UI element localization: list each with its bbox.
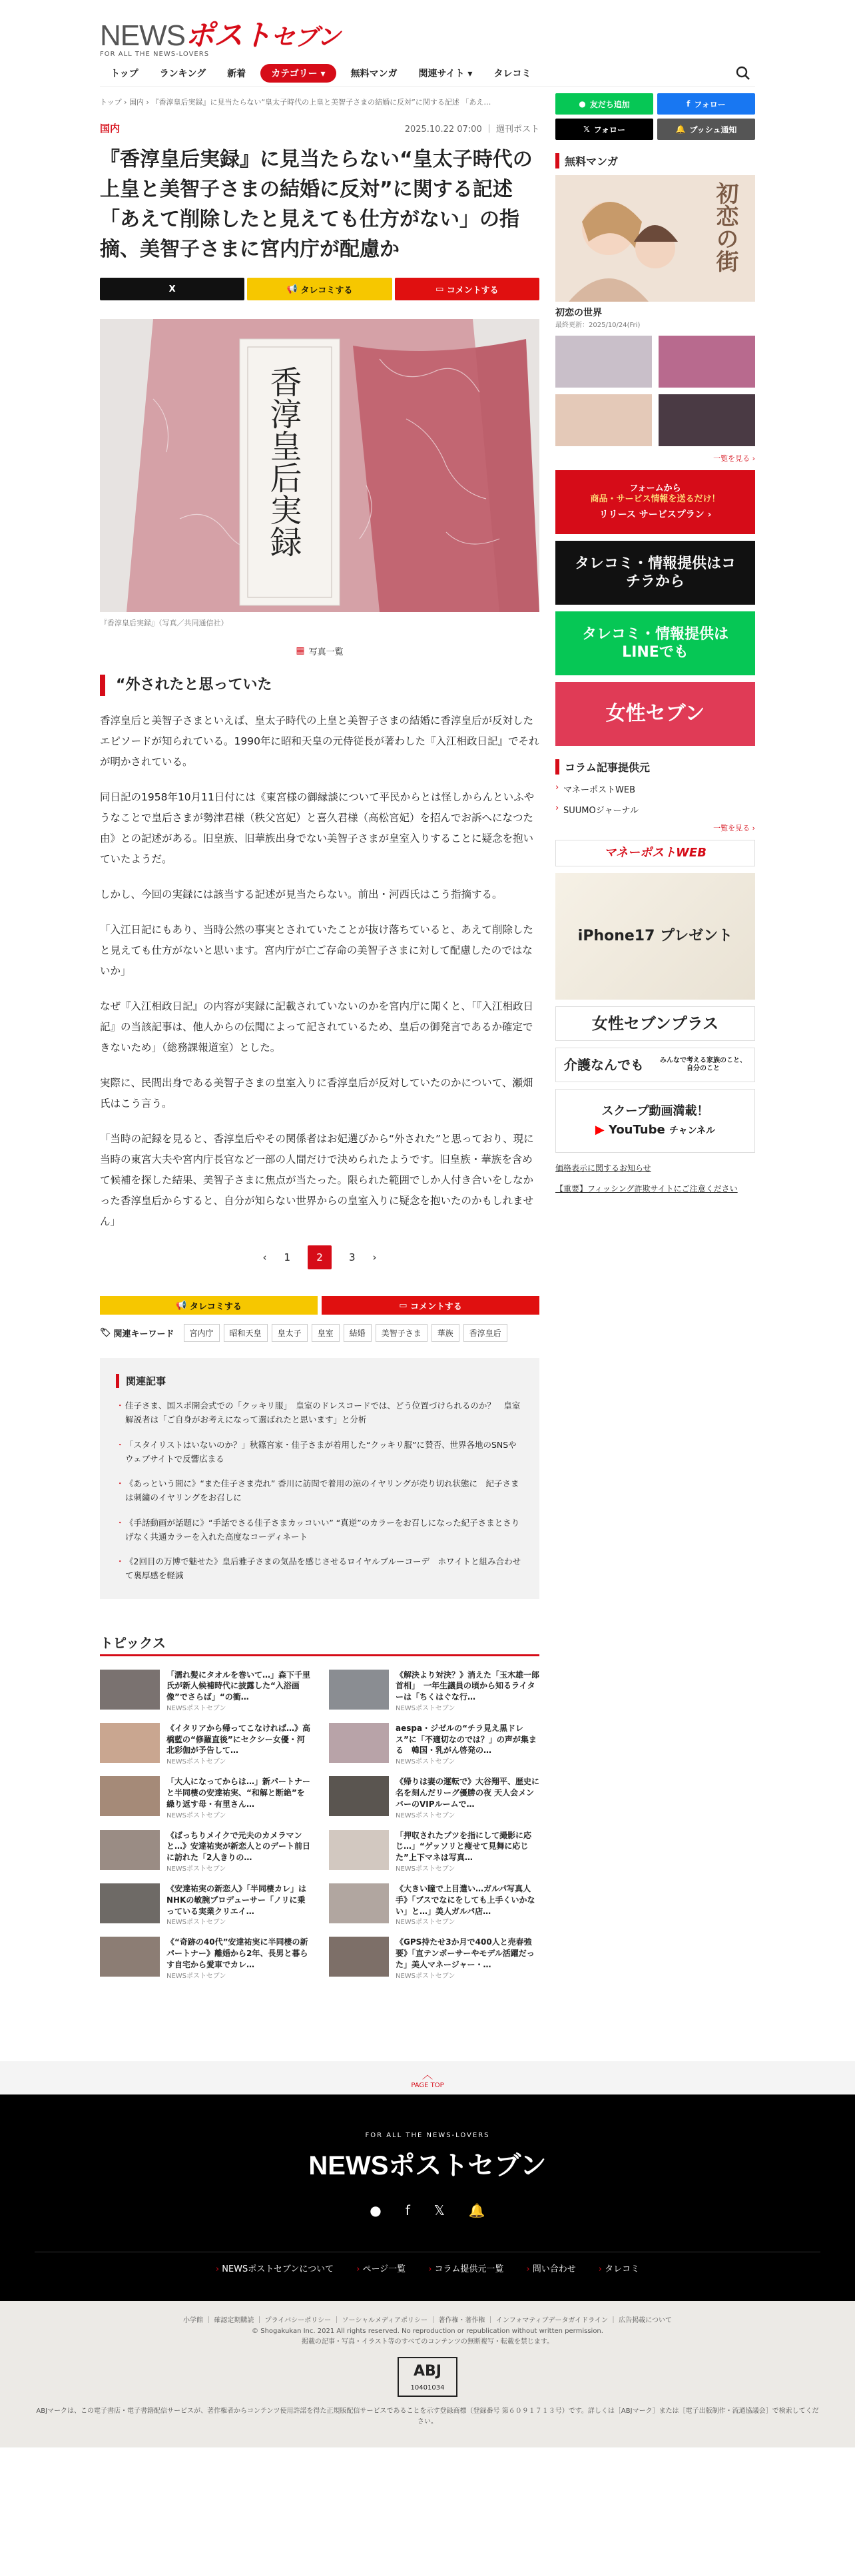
related-title: 関連記事 (116, 1374, 523, 1388)
share-x-button[interactable] (100, 278, 244, 300)
topic-title: 《安達祐実の新恋人》「半同棲カレ」はNHKの敏腕プロデューサー「ノリに乗っている実業クリエイ… (166, 1884, 307, 1916)
reprint-notice: 掲載の記事・写真・イラスト等のすべてのコンテンツの無断複写・転載を禁じます。 (301, 2338, 554, 2346)
nav-ranking[interactable]: ランキング (159, 68, 206, 79)
topic-title: 《帰りは妻の運転で》大谷翔平、歴史に名を刻んだリーグ優勝の夜 天人会メンバーのVIPルームで… (396, 1777, 540, 1809)
global-nav (100, 60, 755, 87)
related-item[interactable]: ・ 佳子さま、国スポ開会式での「クッキリ服」 皇室のドレスコードでは、どう位置づけられるのか？ 皇室解説者は「ご自身がお考えになって選ばれたと思います」と分析 (116, 1399, 523, 1427)
x-follow-label: フォロー (593, 125, 626, 135)
site-footer (0, 2094, 855, 2301)
topic-thumbnail (100, 1937, 160, 1977)
release-line-1: フォームから (629, 483, 681, 493)
comment-icon: ▭ (435, 284, 447, 294)
grid-icon: ▦ (296, 645, 305, 656)
manga-title[interactable]: 初恋の世界 (555, 308, 602, 318)
topic-title: 《解決より対決？》消えた「玉木雄一郎首相」 一年生議員の頃から知るライターは「ちくはぐな行… (396, 1670, 540, 1702)
topic-item[interactable] (329, 1776, 539, 1820)
article-meta: 国内 2025.10.22 07:00 ｜ 週刊ポスト (100, 123, 539, 135)
money-post-logo: マネーポストWEB (604, 845, 707, 860)
pager-page-2[interactable]: 2 (308, 1245, 332, 1269)
x-follow-button[interactable] (555, 119, 653, 140)
youtube-channel: チャンネル (669, 1126, 716, 1136)
josei-banner-text: 女性セブン (605, 702, 705, 726)
topic-item[interactable] (329, 1670, 539, 1714)
topic-thumbnail (100, 1776, 160, 1816)
tarekomi-button[interactable] (247, 278, 392, 300)
site-logo[interactable] (100, 21, 340, 51)
keyword-tag[interactable]: 結婚 (344, 1324, 372, 1342)
footer-link[interactable]: › NEWSポストセブンについて (216, 2262, 334, 2274)
nav-new[interactable]: 新着 (227, 68, 246, 79)
phishing-notice-link[interactable]: 【重要】フィッシング詐欺サイトにご注意ください (555, 1184, 738, 1193)
line-follow-label: 友だち追加 (589, 99, 630, 109)
site-tagline: FOR ALL THE NEWS-LOVERS (100, 51, 210, 58)
comment-button[interactable] (395, 278, 539, 300)
nav-related-sites[interactable]: 関連サイト ▾ (418, 68, 473, 79)
pagination (100, 1245, 539, 1269)
topics-section (100, 1632, 539, 1981)
line-icon[interactable]: ● (370, 2202, 382, 2218)
youtube-logo (595, 1123, 715, 1138)
article-column (100, 93, 539, 1981)
keyword-tag[interactable]: 美智子さま (376, 1324, 428, 1342)
article-source: 週刊ポスト (495, 125, 539, 135)
bell-icon: 🔔 (675, 125, 686, 134)
manga-thumb[interactable] (555, 394, 652, 446)
topic-source: NEWSポストセブン (166, 1811, 226, 1819)
topic-title: 《ばっちりメイクで元夫のカメラマンと…》安達祐実が新恋人とのデート前日に訪れた「2人きりの… (166, 1830, 311, 1863)
josei-seven-banner[interactable] (555, 682, 755, 746)
topic-thumbnail (329, 1670, 389, 1710)
manga-hero-image[interactable] (555, 175, 755, 302)
megaphone-icon: 📢 (286, 284, 301, 294)
keyword-tag[interactable]: 皇室 (312, 1324, 340, 1342)
josei-plus-banner[interactable] (555, 1006, 755, 1041)
tag-icon: 🏷 (100, 1328, 111, 1338)
money-post-banner[interactable] (555, 840, 755, 866)
column-link[interactable]: › SUUMOジャーナル (555, 803, 755, 816)
topic-thumbnail (329, 1776, 389, 1816)
topic-item[interactable] (329, 1883, 539, 1927)
line-icon: ● (579, 99, 586, 109)
pager-prev[interactable]: ‹ (262, 1251, 267, 1263)
footer-link[interactable]: › ページ一覧 (356, 2262, 406, 2274)
topic-source: NEWSポストセブン (396, 1758, 455, 1766)
x-icon: X (168, 284, 176, 294)
line-banner[interactable] (555, 611, 755, 675)
youtube-label: YouTube (608, 1123, 665, 1137)
push-label: プッシュ通知 (689, 125, 737, 135)
comment-icon: ▭ (399, 1300, 411, 1311)
page-top-button[interactable] (0, 2061, 855, 2094)
keyword-label (100, 1327, 174, 1339)
manga-thumb[interactable] (659, 394, 755, 446)
article-paragraph: しかし、今回の実録には該当する記述が見当たらない。前出・河西氏はこう指摘する。 (100, 888, 503, 900)
article-paragraph: 香淳皇后と美智子さまといえば、皇太子時代の上皇と美智子さまの結婚に香淳皇后が反対したエピソードが知られている。1990年に昭和天皇の元侍従長が著わした『入江相政日記』でそれが明かされている。 (100, 715, 539, 768)
topic-thumbnail (329, 1830, 389, 1870)
column-source-list (555, 783, 755, 816)
topic-thumbnail (329, 1723, 389, 1763)
release-line-3: リリース サービスプラン › (599, 509, 712, 520)
bell-icon[interactable]: 🔔 (468, 2202, 485, 2218)
topic-title: 《大きい瞳で上目遣い…ガルパ写真人手》「ブスでなにをしても上手くいかない」と…」美人ガルパ店… (396, 1884, 535, 1916)
related-item[interactable]: ・ 《あっという間に》“また佳子さま売れ” 香川に訪問で着用の涼のイヤリングが売り切れ状態に 紀子さまは刺繍のイヤリングをお召しに (116, 1476, 523, 1505)
logo-post: ポスト (185, 19, 271, 52)
megaphone-icon: 📢 (176, 1300, 190, 1311)
chevron-up-icon: ︿ (422, 2068, 433, 2081)
article-paragraph: 同日記の1958年10月11日付には《東宮様の御縁談について平民からとは怪しからんといふやうなことで皇后さまが勢津君様（秩父宮妃）と喜久君様（高松宮妃）を招んでお訴へになつた由》との記述がある。旧皇族、旧華族出身でない美智子さまが皇室入りすることに疑念を抱いていたようだ。 (100, 791, 535, 865)
topic-thumbnail (100, 1883, 160, 1923)
facebook-icon[interactable]: f (405, 2202, 410, 2218)
topic-item[interactable] (329, 1723, 539, 1767)
youtube-banner[interactable] (555, 1089, 755, 1153)
logo-news: NEWS (100, 19, 185, 52)
breadcrumb[interactable]: トップ › 国内 › 『香淳皇后実録』に見当たらない“皇太子時代の上皇と美智子さまの結婚に反対”に関する記述 「あえ… (100, 98, 491, 107)
topic-item[interactable] (100, 1883, 310, 1927)
topic-title: 「濡れ髪にタオルを巻いて…」森下千里氏が新人候補時代に披露した“入浴画像”でさらば」“の衝… (166, 1670, 311, 1702)
book-title-text: 香淳皇后実録 (264, 366, 302, 557)
topic-title: 《イタリアから帰ってこなければ…》高橋藍の“修羅直後”にセクシー女優・河北彩伽が予告して… (166, 1723, 311, 1756)
nav-manga[interactable]: 無料マンガ (350, 68, 398, 79)
tarekomi-banner-text: タレコミ・情報提供はコチラから (574, 555, 736, 590)
manga-thumb[interactable] (555, 336, 652, 388)
article-date: 2025.10.22 07:00 (404, 125, 482, 135)
topic-title: aespa・ジゼルの“チラ見え黒ドレス”に「不適切なのでは？」の声が集まる 韓国・乳がん啓発の… (396, 1723, 537, 1756)
keyword-label-text: 関連キーワード (113, 1329, 174, 1339)
topic-source: NEWSポストセブン (166, 1704, 226, 1712)
topic-title: 《“奇跡の40代”安達祐実に半同棲の新パートナー》離婚から2年、長男と暮らす自宅から愛車でカレ… (166, 1937, 308, 1970)
topic-item[interactable] (329, 1830, 539, 1874)
follow-row-2 (555, 119, 755, 140)
topic-title: 「押収されたブツを指にして撮影に応じ…」“ゲッソリと痩せて見舞に応じた”上下マネは写真… (396, 1830, 532, 1863)
abj-note: ABJマークは、この電子書店・電子書籍配信サービスが、著作権者からコンテンツ使用許諾を得た正規版配信サービスであることを示す登録商標（登録番号 第６０９１７１３号）です。詳しくは［ABJマーク］または［電子出版制作・流通協議会］で検索してください。 (36, 2407, 819, 2425)
price-notice-link[interactable]: 価格表示に関するお知らせ (555, 1163, 651, 1173)
topic-thumbnail (100, 1830, 160, 1870)
keyword-list (100, 1324, 539, 1342)
image-caption: 『香淳皇后実録』（写真／共同通信社） (100, 619, 228, 627)
keyword-tag[interactable]: 昭和天皇 (224, 1324, 268, 1342)
sidebar (555, 93, 755, 1981)
nav-tarekomi[interactable]: タレコミ (493, 68, 531, 79)
kaigo-sub: みんなで考える家族のこと、自分のこと (660, 1056, 746, 1072)
tarekomi-button-bottom[interactable] (100, 1296, 318, 1315)
topic-title: 「大人になってからは…」新パートナーと半同棲の安達祐実、“和解と断絶”を繰り返す母・有里さん… (166, 1777, 311, 1809)
footer-link[interactable]: › コラム提供元一覧 (428, 2262, 503, 2274)
topic-thumbnail (100, 1670, 160, 1710)
x-icon[interactable]: 𝕏 (433, 2202, 445, 2218)
article-main-image[interactable] (100, 319, 539, 612)
topic-source: NEWSポストセブン (396, 1919, 455, 1927)
legal-links[interactable]: 小学館 ｜ 確認定期購読 ｜ プライバシーポリシー ｜ ソーシャルメディアポリシー ｜ 著作権・著作権 ｜ インフォマティブデータガイドライン ｜ 広告掲載について (182, 2316, 673, 2324)
photo-list-label: 写真一覧 (308, 647, 344, 657)
nav-category[interactable]: カテゴリー ▾ (260, 64, 336, 83)
iphone-ad-text: iPhone17 プレゼント (577, 928, 733, 945)
article-paragraph: なぜ『入江相政日記』の内容が実録に記載されていないのかを宮内庁に聞くと、「『入江相政日記』の当該記事は、他人からの伝聞によって記されているため、皇后の御発言であるか確定できないため」（総務課報道室）とした。 (100, 1000, 534, 1054)
comment-label: コメントする (410, 1301, 462, 1312)
abj-number: 10401034 (410, 2384, 445, 2392)
topic-item[interactable] (329, 1937, 539, 1981)
kaigo-banner[interactable] (555, 1048, 755, 1082)
follow-row-1 (555, 93, 755, 115)
nav-top[interactable]: トップ (111, 68, 139, 79)
topic-thumbnail (329, 1883, 389, 1923)
article-title: 『香淳皇后実録』に見当たらない“皇太子時代の上皇と美智子さまの結婚に反対”に関する記述 「あえて削除したと見えても仕方がない」の指摘、美智子さまに宮内庁が配慮か (100, 148, 533, 261)
pager-next[interactable]: › (372, 1251, 377, 1263)
topic-source: NEWSポストセブン (166, 1919, 226, 1927)
copyright: © Shogakukan Inc. 2021 All rights reserved. No reproduction or republication without written permission. (252, 2327, 603, 2335)
x-icon: 𝕏 (583, 125, 590, 134)
facebook-follow-label: フォロー (694, 99, 726, 109)
footer-logo[interactable]: NEWSポストセブン (308, 2150, 547, 2180)
column-link[interactable]: › マネーポストWEB (555, 783, 755, 795)
release-line-2: 商品・サービス情報を送るだけ！ (590, 494, 720, 505)
manga-hero-title: 初恋の街 (712, 182, 738, 272)
keyword-tag[interactable]: 華族 (431, 1324, 459, 1342)
footer-link[interactable]: › タレコミ (599, 2262, 639, 2274)
article-paragraph: 実際に、民間出身である美智子さまの皇室入りに香淳皇后が反対していたのかについて、瀬畑氏はこう言う。 (100, 1077, 533, 1110)
topic-source: NEWSポストセブン (166, 1972, 226, 1980)
comment-label: コメントする (446, 285, 499, 296)
page-top-label: PAGE TOP (411, 2081, 444, 2089)
related-item[interactable]: ・ 「スタイリストはいないのか？」秋篠宮家・佳子さまが着用した“クッキリ服”に賛否、世界各地のSNSやウェブサイトで反響広まる (116, 1438, 523, 1466)
line-follow-button[interactable] (555, 93, 653, 115)
topic-source: NEWSポストセブン (396, 1704, 455, 1712)
column-heading: コラム記事提供元 (555, 759, 755, 775)
iphone-ad-banner[interactable] (555, 873, 755, 1000)
topic-source: NEWSポストセブン (166, 1758, 226, 1766)
tarekomi-label: タレコミする (189, 1301, 242, 1312)
topic-source: NEWSポストセブン (396, 1972, 455, 1980)
topic-title: 《GPS持たせ3か月で400人と売春強要》「直テンポーサーやモデル活躍だった」美人マネージャー・… (396, 1937, 535, 1970)
manga-more-link[interactable]: 一覧を見る › (713, 454, 755, 463)
article-paragraph: 「当時の記録を見ると、香淳皇后やその関係者はお妃選びから“外された”と思っており、現に当時の東宮大夫や宮内庁長官など一部の人間だけで決められたようです。旧皇族・華族を含めて候補を探した結果、美智子さまに焦点が当たった。限られた範囲でしか人付き合いをしなかった香淳皇后からすると、自分が知らない世界からの皇室入りに疑念を抱いたのかもしれません」 (100, 1133, 534, 1227)
release-service-banner[interactable] (555, 470, 755, 534)
topic-item[interactable] (100, 1670, 310, 1714)
share-bar (100, 278, 539, 300)
article-paragraph: 「入江日記にもあり、当時公然の事実とされていたことが抜け落ちていると、あえて削除したと見えても仕方がないと思います。宮内庁が亡ご存命の美智子さまに対して配慮したのではないか」 (100, 924, 533, 977)
manga-grid (555, 336, 755, 446)
logo-seven: セブン (271, 23, 340, 51)
book-photo (100, 319, 539, 612)
topic-source: NEWSポストセブン (166, 1865, 226, 1873)
line-banner-text: タレコミ・情報提供はLINEでも (581, 625, 728, 661)
topic-thumbnail (100, 1723, 160, 1763)
topic-source: NEWSポストセブン (396, 1865, 455, 1873)
footer-nav (35, 2252, 820, 2274)
topic-thumbnail (329, 1937, 389, 1977)
comment-button-bottom[interactable] (322, 1296, 539, 1315)
search-icon[interactable] (735, 65, 751, 81)
youtube-icon: ▶ (595, 1123, 605, 1137)
topic-item[interactable] (100, 1830, 310, 1874)
keyword-tag[interactable]: 皇太子 (272, 1324, 308, 1342)
footer-tagline: FOR ALL THE NEWS-LOVERS (365, 2131, 490, 2139)
manga-heading: 無料マンガ (555, 153, 755, 168)
photo-list-button[interactable] (283, 641, 356, 660)
section-heading: “外されたと思っていた (100, 675, 539, 696)
article-category[interactable]: 国内 (100, 123, 121, 135)
push-notify-button[interactable] (657, 119, 755, 140)
related-articles (100, 1358, 539, 1599)
abj-label: ABJ (414, 2363, 441, 2380)
topic-item[interactable] (100, 1723, 310, 1767)
topic-item[interactable] (100, 1776, 310, 1820)
topic-source: NEWSポストセブン (396, 1811, 455, 1819)
kaigo-text: 介護なんでも (564, 1056, 644, 1073)
abj-mark (398, 2357, 457, 2397)
josei-plus-text: 女性セブンプラス (591, 1014, 719, 1033)
site-header (100, 0, 755, 60)
topic-item[interactable] (100, 1937, 310, 1981)
pager-page-3[interactable]: 3 (349, 1251, 356, 1263)
keyword-tag[interactable]: 宮内庁 (184, 1324, 220, 1342)
facebook-icon: f (687, 99, 691, 109)
facebook-follow-button[interactable] (657, 93, 755, 115)
topics-title: トピックス (100, 1632, 539, 1656)
footer-legal (0, 2301, 855, 2447)
manga-date: 最終更新：2025/10/24(Fri) (555, 322, 641, 329)
youtube-line-1: スクープ動画満載！ (601, 1104, 709, 1118)
footer-social (0, 2202, 855, 2218)
related-item[interactable]: ・ 《手話動画が話題に》“手話でさる佳子さまカッコいい” “真逆”のカラーをお召しになった紀子さまとさりげなく共通カラーを入れた高度なコーディネート (116, 1516, 523, 1544)
tarekomi-label: タレコミする (300, 285, 353, 296)
keyword-tag[interactable]: 香淳皇后 (463, 1324, 507, 1342)
share-bar-bottom (100, 1296, 539, 1315)
related-item[interactable]: ・ 《2回目の万博で魅せた》皇后雅子さまの気品を感じさせるロイヤルブルーコーデ ホワイトと組み合わせて裏厚感を軽減 (116, 1554, 523, 1583)
tarekomi-banner[interactable] (555, 541, 755, 605)
column-more-link[interactable]: 一覧を見る › (713, 824, 755, 832)
manga-thumb[interactable] (659, 336, 755, 388)
footer-link[interactable]: › 問い合わせ (526, 2262, 575, 2274)
pager-page-1[interactable]: 1 (284, 1251, 290, 1263)
